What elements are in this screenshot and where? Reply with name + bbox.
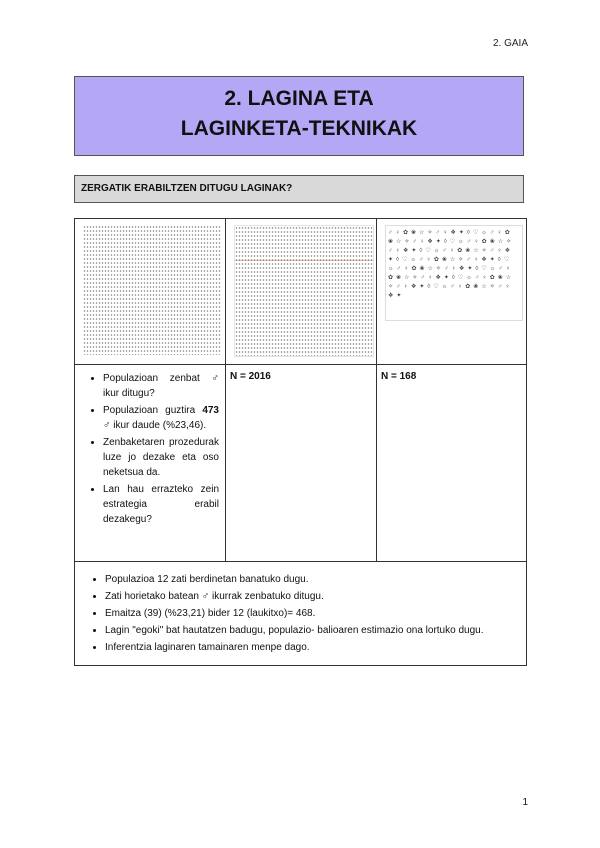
list-item: • Populazioa 12 zati berdinetan banatuko dugu. xyxy=(105,572,518,587)
sample-image-cell xyxy=(377,219,527,365)
procedure-list xyxy=(83,572,518,655)
list-item: • Populazioan guztira 473 ♂ ikur daude (%23,46). xyxy=(103,403,219,433)
n-168-label: N = 168 xyxy=(381,371,417,382)
procedure-cell xyxy=(75,562,527,666)
grid-image-cell xyxy=(226,219,377,365)
list-item: • Zati horietako batean ♂ ikurrak zenbatuko ditugu. xyxy=(105,589,518,604)
sample-table xyxy=(74,218,527,666)
list-item: • Lagin "egoki" bat hautatzen badugu, populazio- balioaren estimazio ona lortuko dugu. xyxy=(105,623,518,638)
list-item: • Emaitza (39) (%23,21) bider 12 (laukitxo)= 468. xyxy=(105,606,518,621)
list-item: • Zenbaketaren prozedurak luze jo dezake eta oso neketsua da. xyxy=(103,435,219,480)
chapter-tag: 2. GAIA xyxy=(492,38,528,49)
title-line-2: LAGINKETA-TEKNIKAK xyxy=(180,117,418,140)
page-number: 1 xyxy=(522,797,528,808)
questions-cell xyxy=(75,365,226,562)
section-heading: ZERGATIK ERABILTZEN DITUGU LAGINAK? xyxy=(74,175,524,203)
population-symbols-image xyxy=(83,225,221,355)
questions-list xyxy=(81,371,219,527)
n-2016-cell xyxy=(226,365,377,562)
title-box xyxy=(74,76,524,156)
n-2016-label: N = 2016 xyxy=(230,371,271,382)
list-item: • Lan hau errazteko zein estrategia erabil dezakegu? xyxy=(103,482,219,527)
title-line-1: 2. LAGINA ETA xyxy=(224,87,374,110)
list-item: • Populazioan zenbat ♂ ikur ditugu? xyxy=(103,371,219,401)
gridded-population-image xyxy=(234,225,374,357)
n-168-cell xyxy=(377,365,527,562)
population-image-cell xyxy=(75,219,226,365)
list-item: • Inferentzia laginaren tamainaren menpe dago. xyxy=(105,640,518,655)
grid-line xyxy=(235,260,373,261)
sample-symbols-image: ♂♀✿❀☆✧♂♀❖✦◊♡☼♂♀✿❀☆✧♂♀❖✦◊♡☼♂♀✿❀☆✧♂♀❖✦◊♡☼♂♀✿❀☆✧♂♀❖✦◊♡☼♂♀✿❀☆✧♂♀❖✦◊♡☼♂♀✿❀☆✧♂♀❖✦◊♡☼♂♀✿❀☆✧♂♀❖✦◊♡☼♂♀✿❀☆✧♂♀❖✦◊♡☼♂♀✿❀☆✧♂♀❖✦ xyxy=(385,225,523,321)
